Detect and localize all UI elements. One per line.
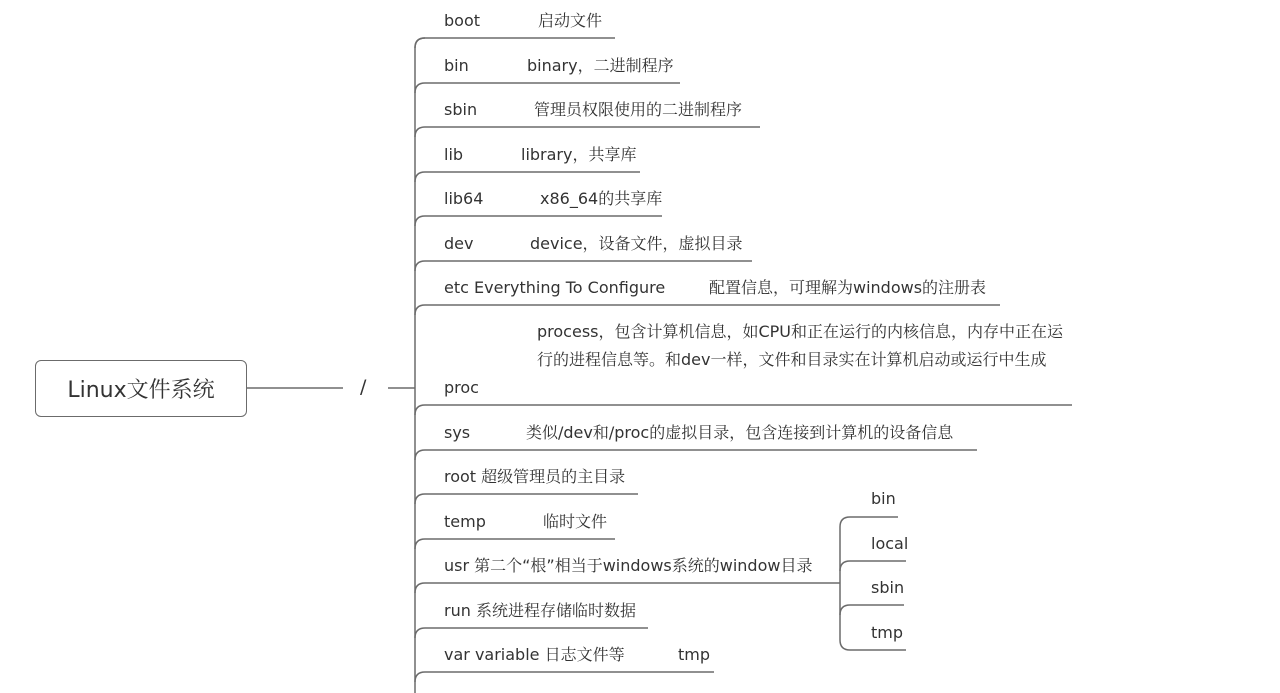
node-temp[interactable]: temp (444, 512, 486, 531)
usr-child-local[interactable]: local (871, 534, 909, 553)
usr-child-bin[interactable]: bin (871, 489, 896, 508)
node-var[interactable]: var variable 日志文件等 (444, 645, 625, 664)
node-dev-desc: device，设备文件，虚拟目录 (530, 234, 743, 253)
node-etc-desc: 配置信息，可理解为windows的注册表 (709, 278, 987, 297)
node-boot-desc: 启动文件 (538, 11, 603, 30)
usr-child-tmp[interactable]: tmp (871, 623, 904, 642)
root-node-label: Linux文件系统 (67, 378, 215, 403)
node-dev[interactable]: dev (444, 234, 474, 253)
node-proc[interactable]: proc (444, 378, 479, 397)
node-sbin-desc: 管理员权限使用的二进制程序 (534, 100, 743, 119)
root-node[interactable] (35, 360, 247, 417)
node-sys-desc: 类似/dev和/proc的虚拟目录，包含连接到计算机的设备信息 (526, 423, 954, 442)
node-bin[interactable]: bin (444, 56, 469, 75)
node-boot[interactable]: boot (444, 11, 481, 30)
fs-root-node[interactable]: / (360, 376, 367, 398)
node-lib64-desc: x86_64的共享库 (540, 189, 663, 208)
node-lib-desc: library，共享库 (521, 145, 637, 164)
node-run[interactable]: run 系统进程存储临时数据 (444, 601, 636, 620)
node-lib64[interactable]: lib64 (444, 189, 484, 208)
node-root[interactable]: root 超级管理员的主目录 (444, 467, 626, 486)
node-bin-desc: binary，二进制程序 (527, 56, 674, 75)
node-lib[interactable]: lib (444, 145, 464, 164)
node-sys[interactable]: sys (444, 423, 471, 442)
node-var-child-tmp[interactable]: tmp (678, 645, 711, 664)
node-etc[interactable]: etc Everything To Configure (444, 278, 666, 297)
node-sbin[interactable]: sbin (444, 100, 478, 119)
usr-child-sbin[interactable]: sbin (871, 578, 905, 597)
node-proc-desc: process，包含计算机信息，如CPU和正在运行的内核信息，内存中正在运行的进程信息等。和dev一样，文件和目录实在计算机启动或运行中生成 (537, 322, 1064, 369)
node-temp-desc: 临时文件 (543, 512, 608, 531)
node-usr[interactable]: usr 第二个“根”相当于windows系统的window目录 (444, 556, 813, 575)
